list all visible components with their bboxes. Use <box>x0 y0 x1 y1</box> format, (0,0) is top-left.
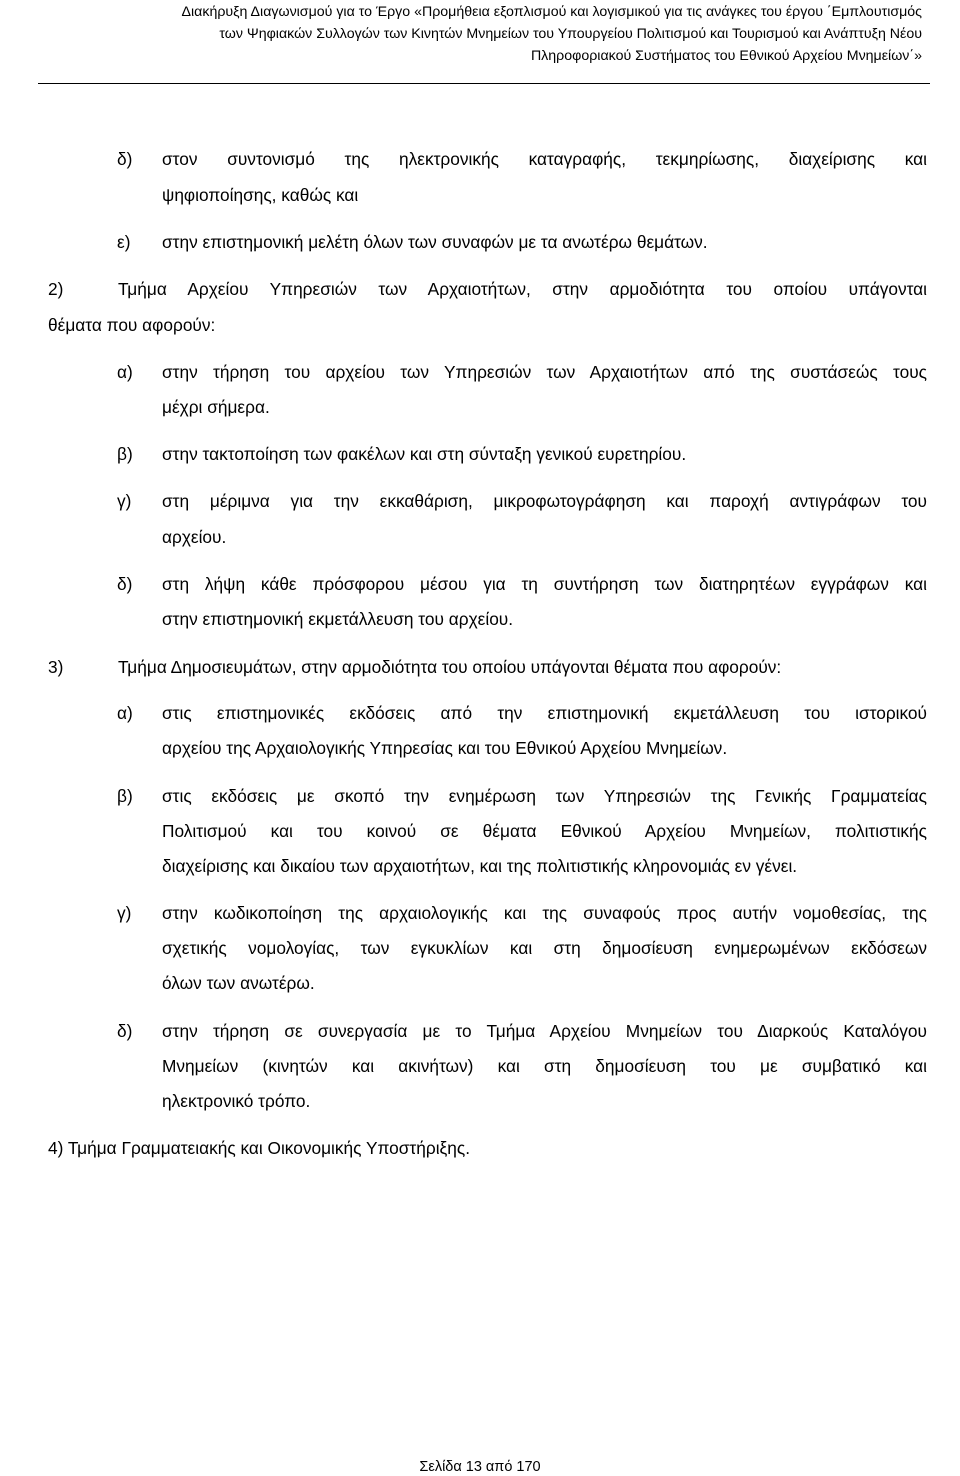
paragraph-line: στην επιστημονική μελέτη όλων των συναφών με τα ανωτέρω θεμάτων. <box>162 232 708 252</box>
paragraph-line: Πολιτισμού και του κοινού σε θέματα Εθνικού Αρχείου Μνημείων, πολιτιστικής <box>162 821 927 841</box>
paragraph-line: αρχείου της Αρχαιολογικής Υπηρεσίας και του Εθνικού Αρχείου Μνημείων. <box>162 738 728 758</box>
paragraph-line: στην κωδικοποίηση της αρχαιολογικής και της συναφούς προς αυτήν νομοθεσίας, της <box>162 903 927 923</box>
item-label: δ) <box>117 149 133 169</box>
item-label: δ) <box>117 574 133 594</box>
paragraph-line: ψηφιοποίησης, καθώς και <box>162 185 359 205</box>
paragraph-line: στις εκδόσεις με σκοπό την ενημέρωση των Υπηρεσιών της Γενικής Γραμματείας <box>162 786 927 806</box>
paragraph-line: αρχείου. <box>162 527 227 547</box>
paragraph-line: στη μέριμνα για την εκκαθάριση, μικροφωτογράφηση και παροχή αντιγράφων του <box>162 491 927 511</box>
section-heading-line: Τμήμα Δημοσιευμάτων, στην αρμοδιότητα του οποίου υπάγονται θέματα που αφορούν: <box>118 657 782 677</box>
paragraph-line: στην επιστημονική εκμετάλλευση του αρχείου. <box>162 609 514 629</box>
item-label: α) <box>117 703 133 723</box>
paragraph-line: στην τήρηση του αρχείου των Υπηρεσιών των Αρχαιοτήτων από της συστάσεώς τους <box>162 362 927 382</box>
paragraph-line: Μνημείων (κινητών και ακινήτων) και στη δημοσίευση του με συμβατικό και <box>162 1056 927 1076</box>
header-line-2: των Ψηφιακών Συλλογών των Κινητών Μνημείων του Υπουργείου Πολιτισμού και Τουρισμού και Ανάπτυξη Νέου <box>219 26 922 42</box>
paragraph-line: στον συντονισμό της ηλεκτρονικής καταγραφής, τεκμηρίωσης, διαχείρισης και <box>162 149 927 169</box>
item-label: γ) <box>117 903 132 923</box>
section-number: 2) <box>48 279 64 299</box>
paragraph-line: στις επιστημονικές εκδόσεις από την επιστημονική εκμετάλλευση του ιστορικού <box>162 703 927 723</box>
paragraph-line: σχετικής νομολογίας, των εγκυκλίων και στη δημοσίευση ενημερωμένων εκδόσεων <box>162 938 927 958</box>
paragraph-line: στην τακτοποίηση των φακέλων και στη σύνταξη γενικού ευρετηρίου. <box>162 444 687 464</box>
page-number: Σελίδα 13 από 170 <box>419 1459 541 1475</box>
paragraph-line: διαχείρισης και δικαίου των αρχαιοτήτων, και της πολιτιστικής κληρονομιάς εν γένει. <box>162 856 798 876</box>
section-heading-line: Τμήμα Αρχείου Υπηρεσιών των Αρχαιοτήτων, στην αρμοδιότητα του οποίου υπάγονται <box>118 279 927 299</box>
header-divider <box>38 83 930 84</box>
section-heading-line: θέματα που αφορούν: <box>48 315 216 335</box>
paragraph-line: όλων των ανωτέρω. <box>162 973 315 993</box>
paragraph-line: μέχρι σήμερα. <box>162 397 270 417</box>
section-number: 3) <box>48 657 64 677</box>
section-heading-line: 4) Τμήμα Γραμματειακής και Οικονομικής Υποστήριξης. <box>48 1138 471 1158</box>
item-label: δ) <box>117 1021 133 1041</box>
paragraph-line: στη λήψη κάθε πρόσφορου μέσου για τη συντήρηση των διατηρητέων εγγράφων και <box>162 574 927 594</box>
header-line-1: Διακήρυξη Διαγωνισμού για το Έργο «Προμήθεια εξοπλισμού και λογισμικού για τις ανάγκες του έργου ΄Εμπλουτισμός <box>181 4 922 20</box>
item-label: γ) <box>117 491 132 511</box>
item-label: β) <box>117 444 133 464</box>
paragraph-line: ηλεκτρονικό τρόπο. <box>162 1091 311 1111</box>
header-line-3: Πληροφοριακού Συστήματος του Εθνικού Αρχείου Μνημείων΄» <box>530 48 922 64</box>
item-label: α) <box>117 362 133 382</box>
paragraph-line: στην τήρηση σε συνεργασία με το Τμήμα Αρχείου Μνημείων του Διαρκούς Καταλόγου <box>162 1021 927 1041</box>
item-label: ε) <box>117 232 131 252</box>
item-label: β) <box>117 786 133 806</box>
